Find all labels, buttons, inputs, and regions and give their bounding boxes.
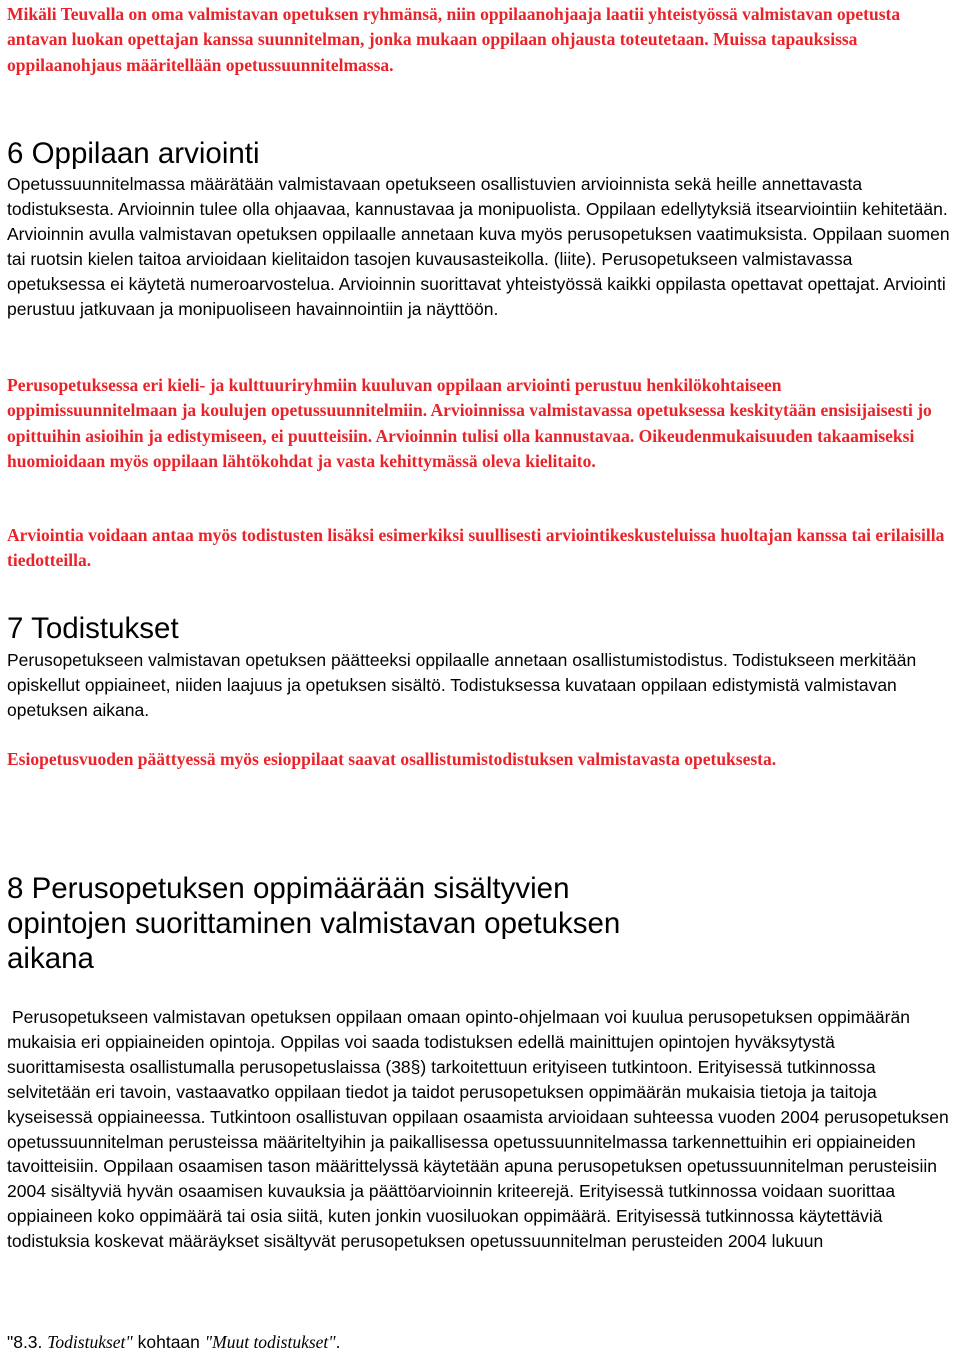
- section-6-body: Opetussuunnitelmassa määrätään valmistavaan opetukseen osallistuvien arvioinnista sekä heille annettavasta todistuksesta. Arvioinnin tulee olla ohjaavaa, kannustavaa ja monipuolista. Oppilaan edellytyksiä itsearviointiin kehitetään. Arvioinnin avulla valmistavan opetuksen oppilaalle annetaan kuva myös perusopetuksen vaatimuksista. Oppilaan suomen tai ruotsin kielen taitoa arvioidaan kielitaidon tasojen kuvausasteikolla. (liite). Perusopetukseen valmistavassa opetuksessa ei käytetä numeroarvostelua. Arvioinnin suorittavat yhteistyössä kaikki oppilasta opettavat opettajat. Arviointi perustuu jatkuvaan ja monipuoliseen havainnointiin ja näyttöön.: [7, 174, 950, 319]
- reference-end: .: [335, 1332, 341, 1352]
- section-6-red-paragraph-1: Perusopetuksessa eri kieli- ja kulttuuriryhmiin kuuluvan oppilaan arviointi perustuu henkilökohtaiseen oppimissuunnitelmaan ja koulujen opetussuunnitelmiin. Arvioinnissa valmistavassa opetuksessa keskitytään ensisijaisesti jo opittuihin asioihin ja edistymiseen, ei puutteisiin. Arvioinnin tulisi olla kannustavaa. Oikeudenmukaisuuden takaamiseksi huomioidaan myös oppilaan lähtökohdat ja vasta kehittymässä oleva kielitaito.: [7, 375, 932, 472]
- section-7-heading: 7 Todistukset: [7, 612, 179, 645]
- intro-paragraph: Mikäli Teuvalla on oma valmistavan opetuksen ryhmänsä, niin oppilaanohjaaja laatii yhteistyössä valmistavan opetusta antavan luokan opettajan kanssa suunnitelman, jonka mukaan oppilaan ohjausta toteutetaan. Muissa tapauksissa oppilaanohjaus määritellään opetussuunnitelmassa.: [7, 4, 901, 75]
- section-6-red-paragraph-2: Arviointia voidaan antaa myös todistusten lisäksi esimerkiksi suullisesti arviointikeskusteluissa huoltajan kanssa tai erilaisilla tiedotteilla.: [7, 525, 945, 571]
- section-7-red-paragraph: Esiopetusvuoden päättyessä myös esioppilaat saavat osallistumistodistuksen valmistavasta opetuksesta.: [7, 749, 777, 769]
- reference-title-1: Todistukset": [47, 1332, 133, 1352]
- reference-connector: kohtaan: [137, 1332, 200, 1352]
- reference-number: "8.3.: [7, 1332, 43, 1352]
- section-7-body: Perusopetukseen valmistavan opetuksen päätteeksi oppilaalle annetaan osallistumistodistus. Todistukseen merkitään opiskellut oppiaineet, niiden laajuus ja opetuksen sisältö. Todistuksessa kuvataan oppilaan edistymistä valmistavan opetuksen aikana.: [7, 650, 917, 720]
- section-8-body: Perusopetukseen valmistavan opetuksen oppilaan omaan opinto-ohjelmaan voi kuulua perusopetuksen oppimäärän mukaisia eri oppiaineiden opintoja. Oppilas voi saada todistuksen edellä mainittujen opintojen hyväksytystä suorittamisesta osallistumalla perusopetuslaissa (38§) tarkoitettuun erityiseen tutkintoon. Erityisessä tutkinnossa selvitetään eri tavoin, vastaavatko oppilaan tiedot ja taidot perusopetuksen oppimäärän mukaisia tietoja ja taitoja kyseisessä oppiaineessa. Tutkintoon osallistuvan oppilaan osaamista arvioidaan suhteessa vuoden 2004 perusopetuksen opetussuunnitelman perusteissa määriteltyihin ja paikallisessa opetussuunnitelmassa tarkennettuihin eri oppiaineiden tavoitteisiin. Oppilaan osaamisen tason määrittelyssä käytetään apuna perusopetuksen opetussuunnitelman perusteisiin 2004 sisältyviä hyvän osaamisen kuvauksia ja päättöarvioinnin kriteerejä. Erityisessä tutkinnossa voidaan suorittaa oppiaineen koko oppimäärä tai osia siitä, kuten jonkin vuosiluokan oppimäärä. Erityisessä tutkinnossa käytettäviä todistuksia koskevat määräykset sisältyvät perusopetuksen opetussuunnitelman perusteiden 2004 lukuun: [7, 1007, 949, 1252]
- section-6-heading: 6 Oppilaan arviointi: [7, 137, 260, 170]
- section-8-heading: 8 Perusopetuksen oppimäärään sisältyvien opintojen suorittaminen valmistavan opetuksen aikana: [7, 872, 621, 975]
- reference-title-2: "Muut todistukset": [204, 1332, 336, 1352]
- section-8-reference: [7, 1330, 955, 1355]
